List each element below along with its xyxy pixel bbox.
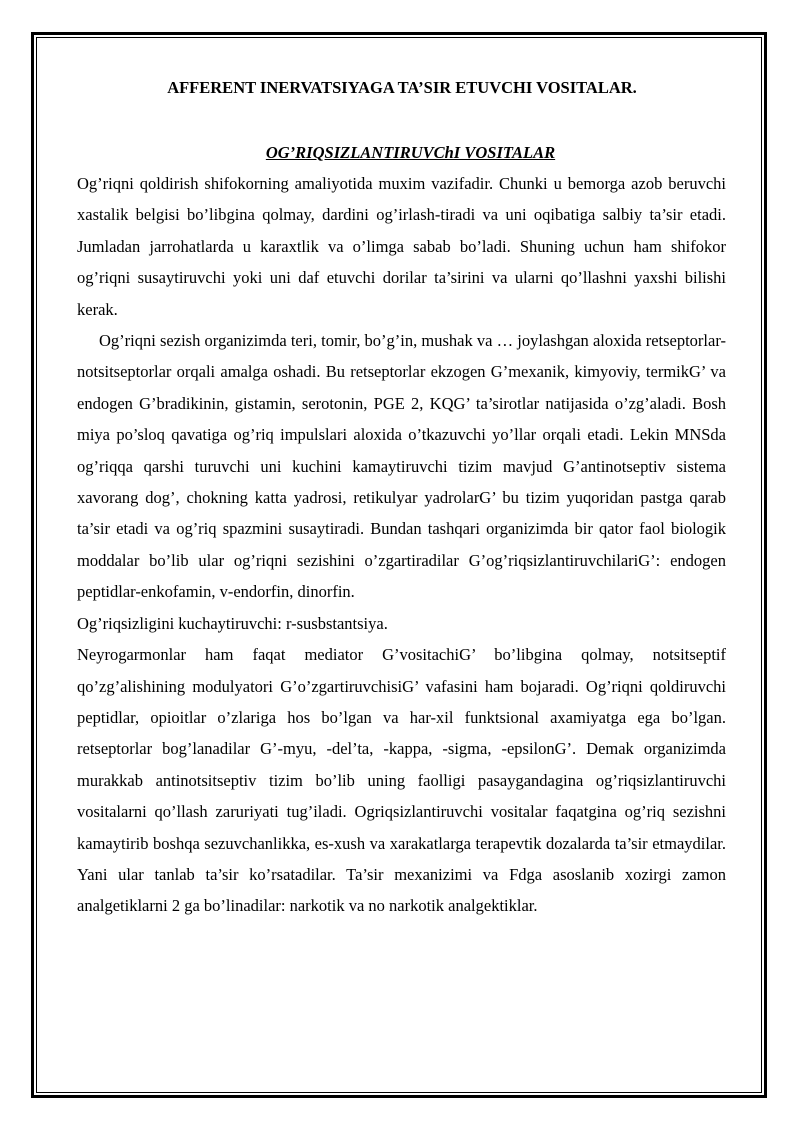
paragraph-neurohormones: Neyrogarmonlar ham faqat mediator G’vositachiG’ bo’libgina qolmay, notsitseptif qo’zg’alishining modulyatori G’o’zgartiruvchisiG’ vafasini ham bojaradi. Og’riqni qoldiruvchi peptidlar, opioitlar o’zlariga hos bo’lgan va har-xil funktsional axamiyatga ega bo’lgan. retseptorlar bog’lanadilar G’-myu, -del’ta, -kappa, -sigma, -epsilonG’. Demak organizimda murakkab antinotsitseptiv tizim bo’lib uning faolligi pasaygandagina og’riqsizlantiruvchi vositalarni qo’llash zaruriyati tug’iladi. Ogriqsizlantiruvchi vositalar faqatgina og’riq sezishni kamaytirib boshqa sezuvchanlikka, es-xush va xarakatlarga terapevtik dozalarda ta’sir etmaydilar. Yani ular tanlab ta’sir ko’rsatadilar. Ta’sir mexanizimi va Fdga asoslanib xozirgi zamon analgetiklarni 2 ga bo’linadilar: narkotik va no narkotik analgektiklar. bbox=[77, 645, 726, 916]
document-title: AFFERENT INERVATSIYAGA TA’SIR ETUVCHI VOSITALAR. bbox=[167, 78, 637, 97]
document-body bbox=[77, 73, 726, 922]
paragraph-amplifier: Og’riqsizligini kuchaytiruvchi: r-susbstantsiya. bbox=[77, 613, 388, 633]
paragraph-pain-perception: Og’riqni sezish organizimda teri, tomir, bo’g’in, mushak va … joylashgan aloxida retseptorlar-notsitseptorlar orqali amalga oshadi. Bu retseptorlar ekzogen G’mexanik, kimyoviy, termikG’ va endogen G’bradikinin, gistamin, serotonin, PGE 2, KQG’ ta’sirotlar natijasida o’zg’aladi. Bosh miya po’sloq qavatiga og’riq impulslari aloxida o’tkazuvchi yo’llar orqali etadi. Lekin MNSda og’riqqa qarshi turuvchi uni kuchini kamaytiruvchi tizim mavjud G’antinotseptiv sistema xavorang dog’, chokning katta yadrosi, retikulyar yadrolarG’ bu tizim yuqoridan pastga qarab ta’sir etadi va og’riq spazmini susaytiradi. Bundan tashqari organizimda bir qator faol biologik moddalar bo’lib ular og’riqni sezishini o’zgartiradilar G’og’riqsizlantiruvchilariG’: endogen peptidlar-enkofamin, v-endorfin, dinorfin. bbox=[77, 331, 726, 602]
paragraph-intro: Og’riqni qoldirish shifokorning amaliyotida muxim vazifadir. Chunki u bemorga azob beruvchi xastalik belgisi bo’libgina qolmay, dardini og’irlash-tiradi va uni oqibatiga salbiy ta’sir etadi. Jumladan jarrohatlarda u karaxtlik va o’limga sabab bo’ladi. Shuning uchun ham shifokor og’riqni susaytiruvchi yoki uni daf etuvchi dorilar ta’sirini va ularni qo’llashni yaxshi bilishi kerak. bbox=[77, 174, 726, 319]
section-heading: OG’RIQSIZLANTIRUVChI VOSITALAR bbox=[265, 143, 556, 162]
